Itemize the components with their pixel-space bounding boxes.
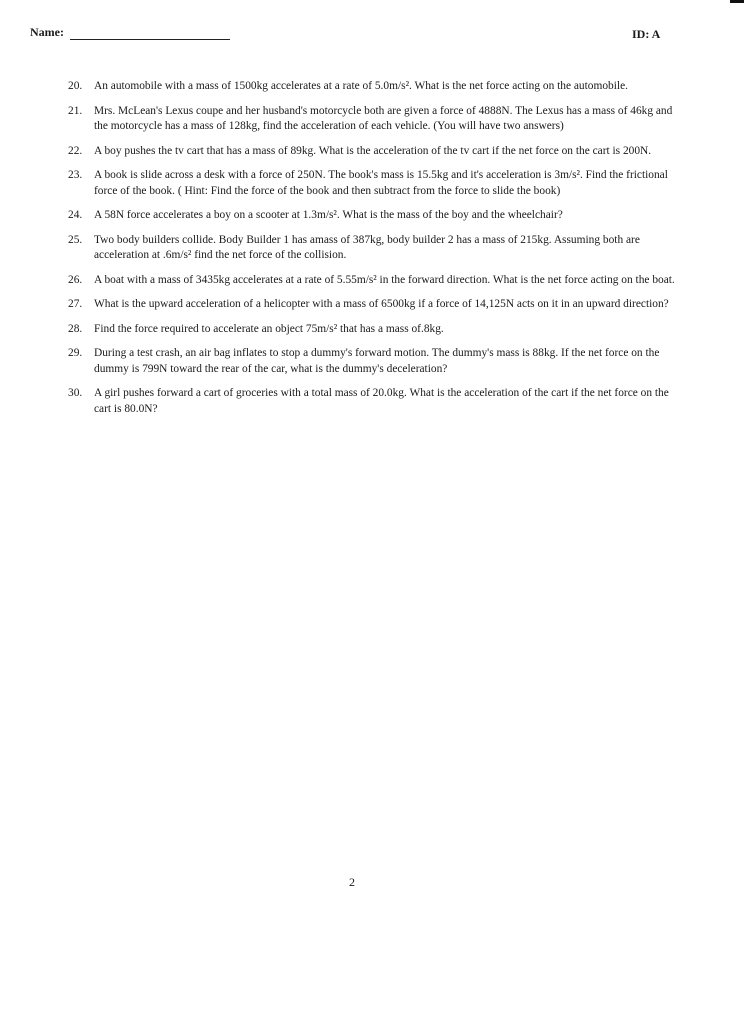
id-label: ID: A <box>632 27 661 41</box>
question-item <box>68 346 688 377</box>
question-number: 30. <box>68 387 83 399</box>
question-text: A 58N force accelerates a boy on a scooter at 1.3m/s². What is the mass of the boy and the wheelchair? <box>94 209 563 221</box>
question-list <box>68 79 688 426</box>
question-number: 26. <box>68 273 83 286</box>
name-label: Name: <box>30 25 64 39</box>
question-number: 24. <box>68 209 83 221</box>
question-number: 22. <box>68 144 83 157</box>
question-text: A book is slide across a desk with a force of 250N. The book's mass is 15.5kg and it's acceleration is 3m/s². Find the frictional force of the book. ( Hint: Find the force of the book and then subtract from the force to slide the book) <box>94 169 668 197</box>
question-number: 21. <box>68 104 83 117</box>
question-item <box>68 144 688 160</box>
question-text: Two body builders collide. Body Builder 1 has amass of 387kg, body builder 2 has a mass of 215kg. Assuming both are acceleration at .6m/s² find the net force of the collision. <box>94 233 640 261</box>
question-text: A boy pushes the tv cart that has a mass of 89kg. What is the acceleration of the tv cart if the net force on the cart is 200N. <box>94 144 652 157</box>
question-item <box>68 233 688 264</box>
question-text: A boat with a mass of 3435kg accelerates at a rate of 5.55m/s² in the forward direction. What is the net force acting on the boat. <box>94 273 675 286</box>
question-item <box>68 208 688 224</box>
question-text: A girl pushes forward a cart of groceries with a total mass of 20.0kg. What is the acceleration of the cart if the net force on the cart is 80.0N? <box>94 387 669 415</box>
question-text: Mrs. McLean's Lexus coupe and her husband's motorcycle both are given a force of 4888N. The Lexus has a mass of 46kg and the motorcycle has a mass of 128kg, find the acceleration of each vehicle. (You will have two answers) <box>94 104 673 132</box>
question-item <box>68 297 688 313</box>
question-item <box>68 104 688 135</box>
question-number: 27. <box>68 298 83 310</box>
page-number: 2 <box>349 875 355 889</box>
name-field <box>30 25 230 40</box>
question-number: 29. <box>68 347 83 359</box>
question-text: During a test crash, an air bag inflates to stop a dummy's forward motion. The dummy's mass is 88kg. If the net force on the dummy is 799N toward the rear of the car, what is the dummy's deceleration? <box>94 347 660 375</box>
question-text: An automobile with a mass of 1500kg accelerates at a rate of 5.0m/s². What is the net force acting on the automobile. <box>94 80 628 92</box>
question-item <box>68 273 688 289</box>
question-number: 25. <box>68 233 83 246</box>
question-number: 28. <box>68 322 83 335</box>
question-text: Find the force required to accelerate an object 75m/s² that has a mass of.8kg. <box>94 322 444 335</box>
question-number: 20. <box>68 80 83 92</box>
question-number: 23. <box>68 169 83 181</box>
name-blank-line <box>70 28 230 40</box>
question-item <box>68 79 688 95</box>
question-text: What is the upward acceleration of a helicopter with a mass of 6500kg if a force of 14,125N acts on it in an upward direction? <box>94 298 669 310</box>
question-item <box>68 386 688 417</box>
question-item <box>68 322 688 338</box>
question-item <box>68 168 688 199</box>
scan-corner-mark <box>730 0 744 3</box>
